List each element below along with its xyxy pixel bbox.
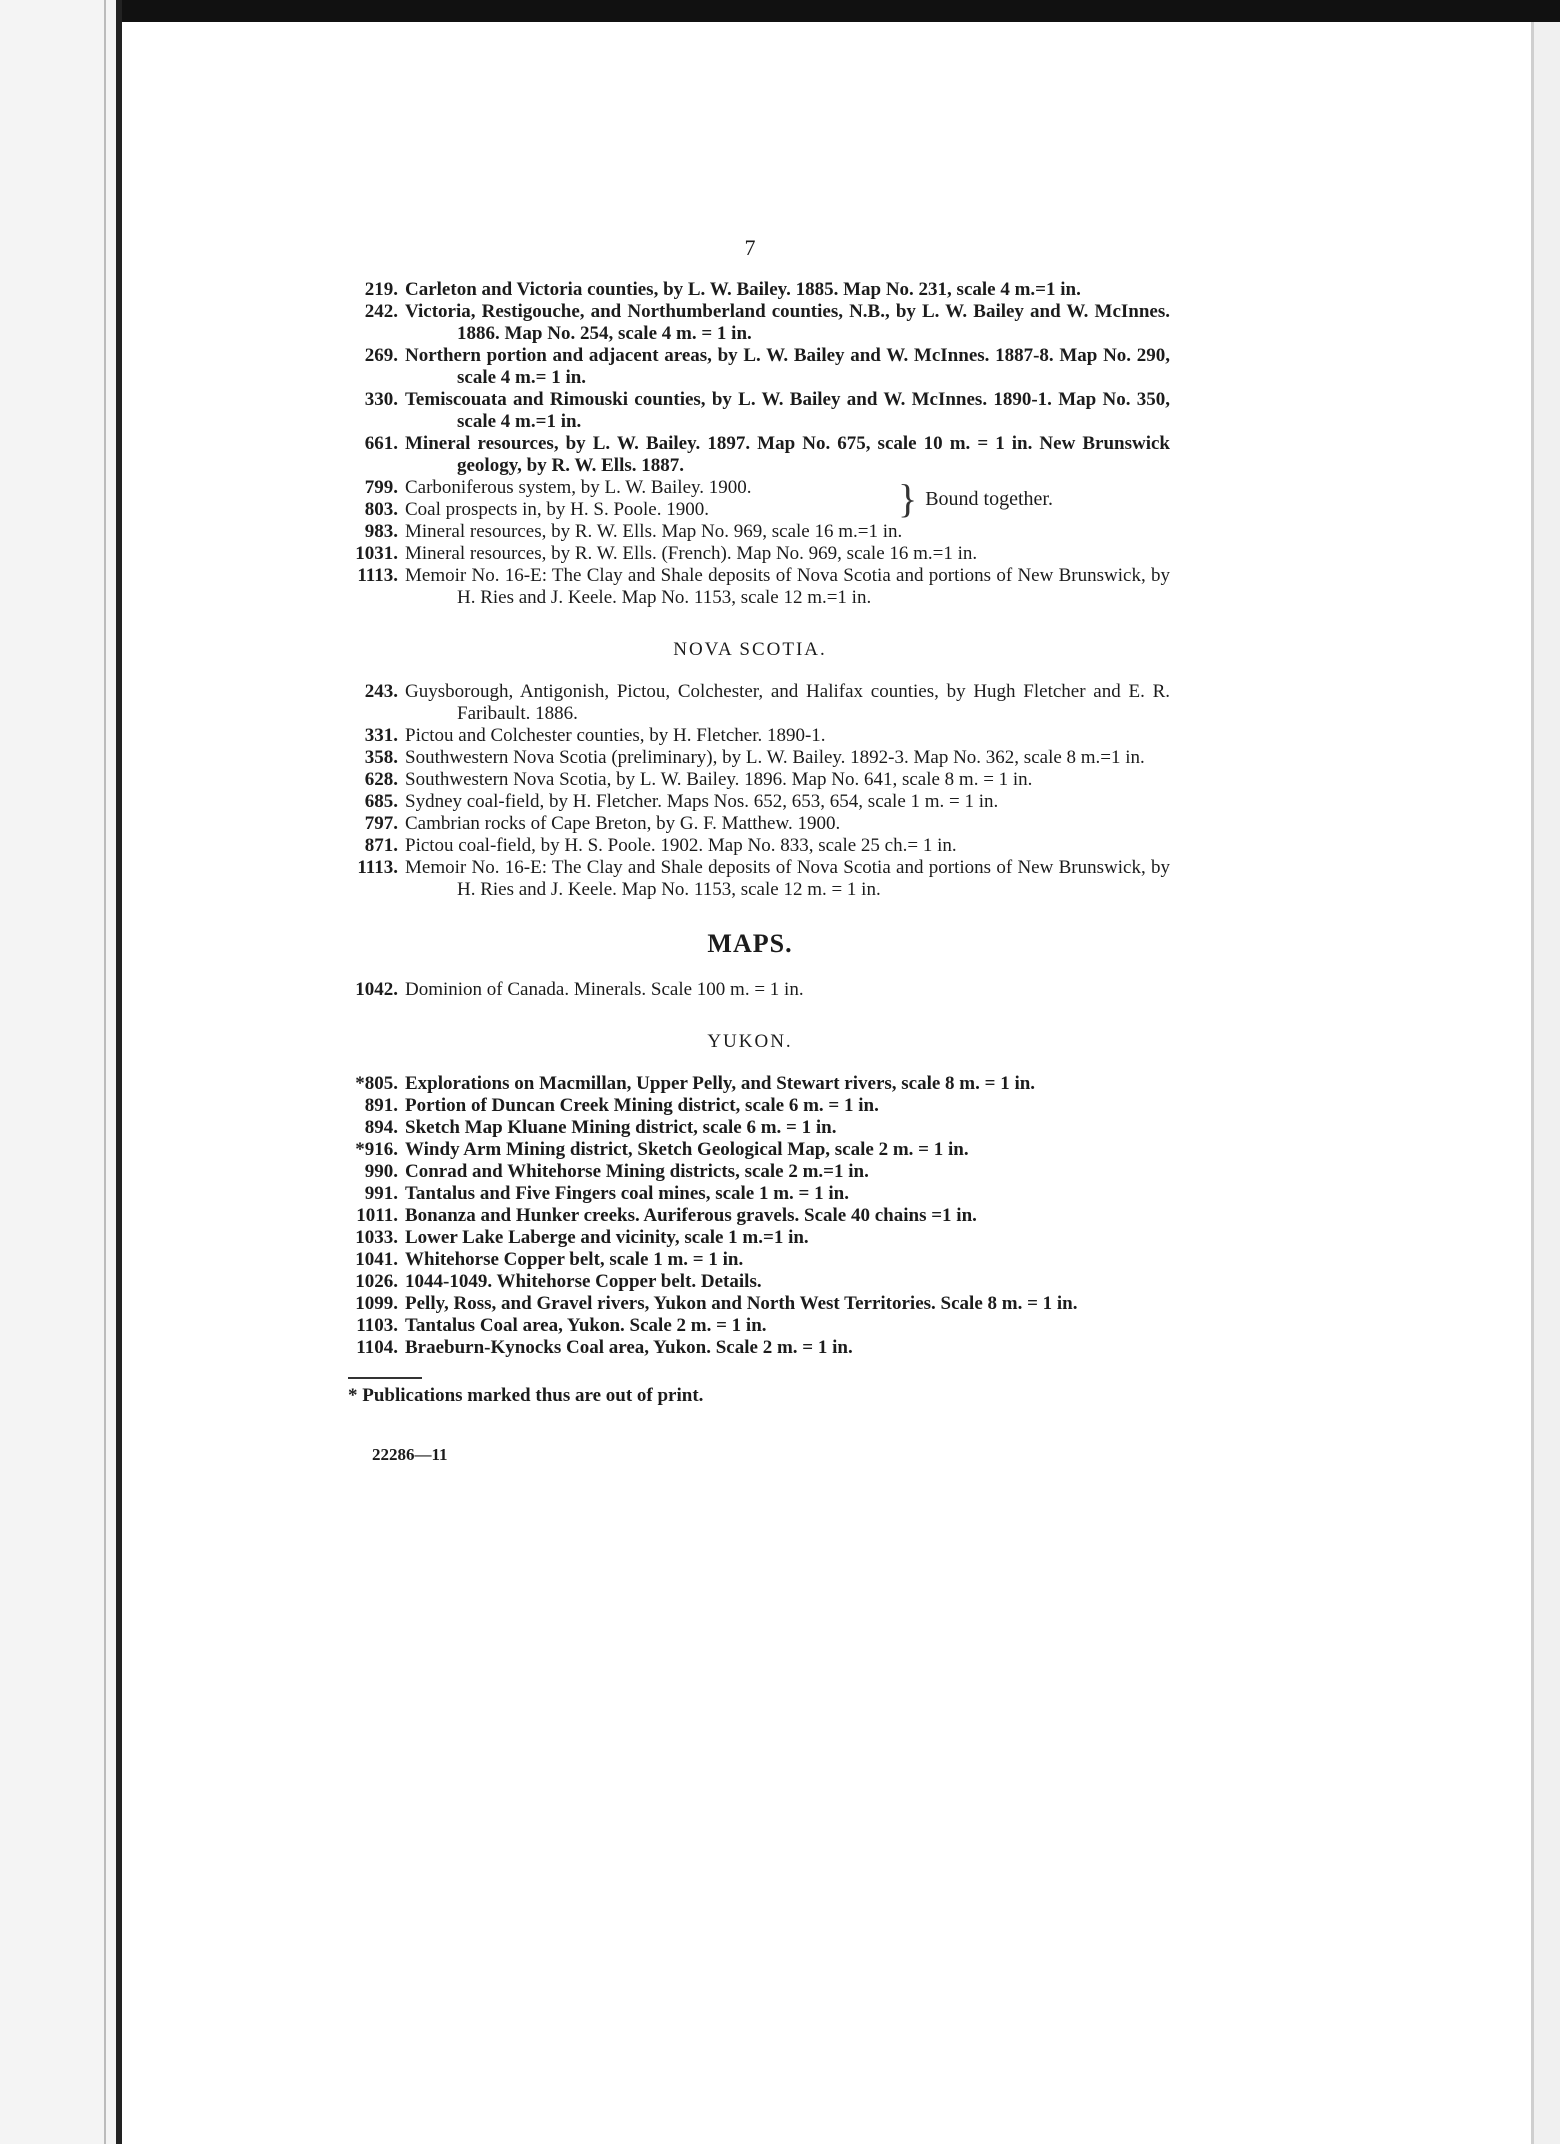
entry-number: 243. [364,681,398,702]
list-item [330,791,1170,813]
bound-together-label: Bound together. [925,487,1053,510]
list-item [330,1161,1170,1183]
list-item [330,389,1170,433]
entry-number: 797. [364,813,398,834]
entry-text: Dominion of Canada. Minerals. Scale 100 m. = 1 in. [405,979,804,1000]
entry-text: Explorations on Macmillan, Upper Pelly, and Stewart rivers, scale 8 m. = 1 in. [405,1073,1036,1094]
list-item [330,1337,1170,1359]
entry-number: 1113. [357,565,398,586]
list-item [330,1073,1170,1095]
entry-number: 242. [364,301,398,322]
list-item [330,1271,1170,1293]
list-item [330,1249,1170,1271]
entry-text: Bonanza and Hunker creeks. Auriferous gravels. Scale 40 chains =1 in. [405,1205,977,1226]
section-heading-maps: MAPS. [707,929,793,958]
entry-text: Sydney coal-field, by H. Fletcher. Maps Nos. 652, 653, 654, scale 1 m. = 1 in. [405,791,999,812]
list-item [330,1095,1170,1117]
entry-number: 1033. [355,1227,398,1248]
entry-number: *805. [355,1073,398,1094]
entry-number: 685. [364,791,398,812]
list-item [330,301,1170,345]
scan-binding-rule [116,0,122,2144]
entry-number: 983. [364,521,398,542]
entry-number: 1103. [356,1315,398,1336]
section-heading-nova-scotia: NOVA SCOTIA. [673,639,827,660]
entry-text: Mineral resources, by R. W. Ells. Map No. 969, scale 16 m.=1 in. [405,521,903,542]
list-item [330,345,1170,389]
list-item [330,477,890,499]
section-heading-yukon: YUKON. [707,1031,793,1052]
list-item [330,521,1170,543]
list-item [330,1139,1170,1161]
list-item [330,835,1170,857]
maps-list [330,979,1170,1001]
entry-number: 1026. [355,1271,398,1292]
entry-number: 991. [364,1183,398,1204]
entry-text: Northern portion and adjacent areas, by L. W. Bailey and W. McInnes. 1887-8. Map No. 290, scale 4 m.= 1 in. [405,345,1170,388]
entry-text: Memoir No. 16-E: The Clay and Shale deposits of Nova Scotia and portions of New Brunswick, by H. Ries and J. Keele. Map No. 1153, scale 12 m. = 1 in. [405,857,1170,900]
new-brunswick-list [330,279,1170,609]
list-item [330,565,1170,609]
entry-number: 331. [364,725,398,746]
entry-text: Carleton and Victoria counties, by L. W. Bailey. 1885. Map No. 231, scale 4 m.=1 in. [405,279,1081,300]
list-item [330,499,890,521]
print-code: 22286—11 [372,1445,448,1464]
entry-text: 1044-1049. Whitehorse Copper belt. Details. [405,1271,762,1292]
list-item [330,1293,1170,1315]
entry-number: 1031. [355,543,398,564]
nova-scotia-list [330,681,1170,901]
list-item [330,1315,1170,1337]
entry-text: Memoir No. 16-E: The Clay and Shale deposits of Nova Scotia and portions of New Brunswick, by H. Ries and J. Keele. Map No. 1153, scale 12 m.=1 in. [405,565,1170,608]
entry-number: 1099. [355,1293,398,1314]
list-item [330,433,1170,477]
yukon-list [330,1073,1170,1359]
entry-text: Coal prospects in, by H. S. Poole. 1900. [405,499,709,520]
entry-text: Lower Lake Laberge and vicinity, scale 1 m.=1 in. [405,1227,809,1248]
entry-text: Conrad and Whitehorse Mining districts, scale 2 m.=1 in. [405,1161,869,1182]
entry-text: Pelly, Ross, and Gravel rivers, Yukon and North West Territories. Scale 8 m. = 1 in. [405,1293,1078,1314]
entry-text: Mineral resources, by R. W. Ells. (French). Map No. 969, scale 16 m.=1 in. [405,543,978,564]
entry-text: Pictou coal-field, by H. S. Poole. 1902. Map No. 833, scale 25 ch.= 1 in. [405,835,957,856]
entry-number: 1113. [357,857,398,878]
entry-number: 799. [364,477,398,498]
entry-text: Southwestern Nova Scotia, by L. W. Bailey. 1896. Map No. 641, scale 8 m. = 1 in. [405,769,1033,790]
list-item [330,769,1170,791]
scan-left-margin [0,0,116,2144]
page-number: 7 [744,235,756,260]
entry-text: Sketch Map Kluane Mining district, scale 6 m. = 1 in. [405,1117,837,1138]
list-item [330,681,1170,725]
entry-number: 219. [364,279,398,300]
entry-number: 661. [364,433,398,454]
entry-number: 871. [364,835,398,856]
entry-number: 269. [364,345,398,366]
list-item [330,857,1170,901]
footnote: * Publications marked thus are out of print. [348,1385,704,1406]
entry-text: Tantalus and Five Fingers coal mines, scale 1 m. = 1 in. [405,1183,849,1204]
list-item [330,979,1170,1001]
entry-text: Guysborough, Antigonish, Pictou, Colchester, and Halifax counties, by Hugh Fletcher and E. R. Faribault. 1886. [405,681,1170,724]
entry-text: Whitehorse Copper belt, scale 1 m. = 1 in. [405,1249,744,1270]
entry-text: Pictou and Colchester counties, by H. Fletcher. 1890-1. [405,725,826,746]
list-item [330,1227,1170,1249]
entry-number: 628. [364,769,398,790]
list-item [330,747,1170,769]
entry-text: Portion of Duncan Creek Mining district, scale 6 m. = 1 in. [405,1095,879,1116]
list-item [330,279,1170,301]
list-item [330,1183,1170,1205]
scan-left-edge [104,0,106,2144]
footnote-divider [348,1377,422,1379]
entry-number: 990. [364,1161,398,1182]
entry-text: Tantalus Coal area, Yukon. Scale 2 m. = 1 in. [405,1315,767,1336]
entry-text: Windy Arm Mining district, Sketch Geological Map, scale 2 m. = 1 in. [405,1139,969,1160]
entry-text: Mineral resources, by L. W. Bailey. 1897. Map No. 675, scale 10 m. = 1 in. New Brunswick geology, by R. W. Ells. 1887. [405,433,1170,476]
entry-number: *916. [355,1139,398,1160]
list-item [330,1205,1170,1227]
entry-text: Carboniferous system, by L. W. Bailey. 1900. [405,477,752,498]
entry-number: 1041. [355,1249,398,1270]
entry-number: 803. [364,499,398,520]
entry-text: Cambrian rocks of Cape Breton, by G. F. Matthew. 1900. [405,813,841,834]
scan-top-border [0,0,1560,22]
entry-number: 358. [364,747,398,768]
list-item [330,543,1170,565]
entry-text: Southwestern Nova Scotia (preliminary), by L. W. Bailey. 1892-3. Map No. 362, scale 8 m.=1 in. [405,747,1145,768]
list-item [330,813,1170,835]
bound-together-group [330,477,1170,521]
list-item [330,1117,1170,1139]
entry-number: 330. [364,389,398,410]
entry-number: 1104. [356,1337,398,1358]
entry-number: 891. [364,1095,398,1116]
entry-text: Temiscouata and Rimouski counties, by L. W. Bailey and W. McInnes. 1890-1. Map No. 350, scale 4 m.=1 in. [405,389,1170,432]
entry-number: 1011. [356,1205,398,1226]
entry-number: 1042. [355,979,398,1000]
scan-right-margin [1534,22,1560,2144]
entry-text: Victoria, Restigouche, and Northumberland counties, N.B., by L. W. Bailey and W. McInnes. 1886. Map No. 254, scale 4 m. = 1 in. [405,301,1170,344]
bound-together-lines [330,477,890,521]
document-page [330,235,1170,1465]
list-item [330,725,1170,747]
entry-number: 894. [364,1117,398,1138]
brace-icon: } [898,476,918,521]
entry-text: Braeburn-Kynocks Coal area, Yukon. Scale 2 m. = 1 in. [405,1337,853,1358]
